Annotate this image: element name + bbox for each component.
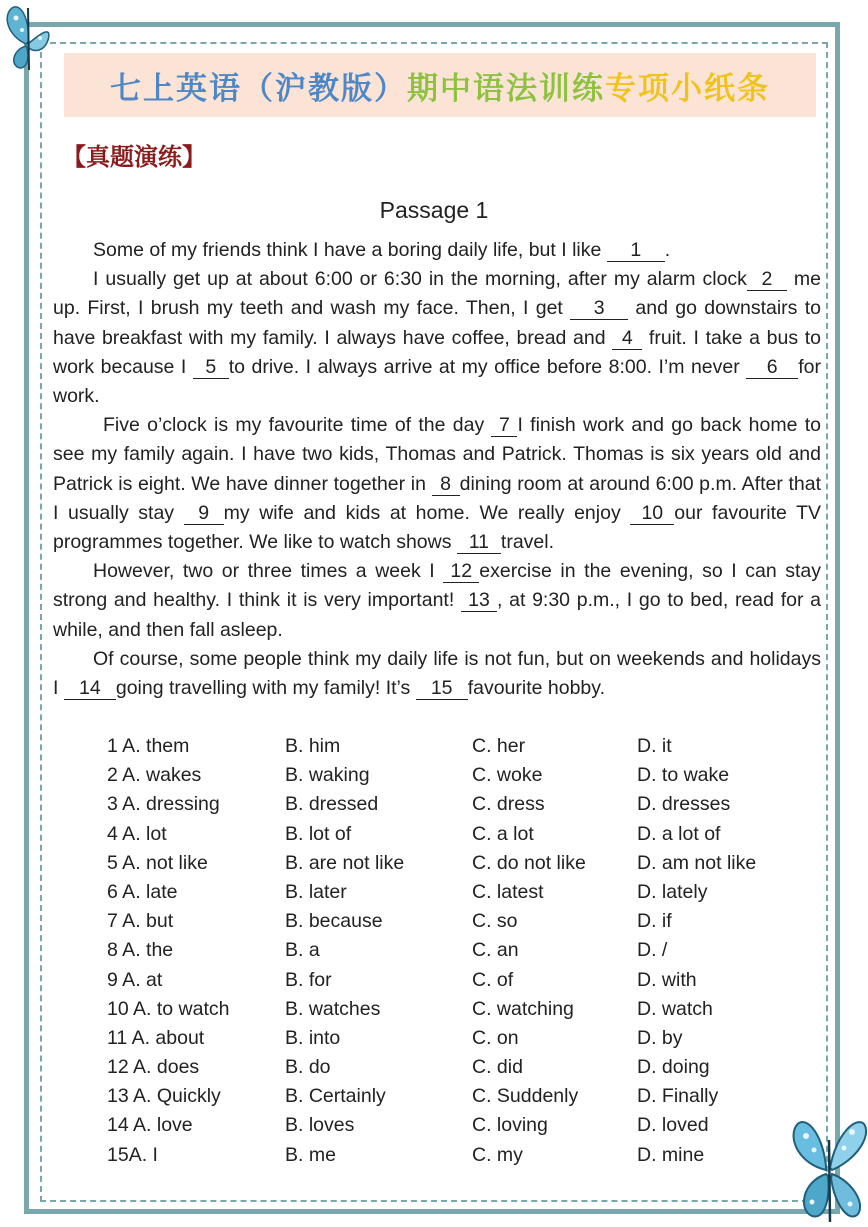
passage-text: exercise in the evening, so I can stay strong and healthy. I think it is very important! [53,560,821,612]
option-choice: B. loves [285,1114,355,1137]
option-choice: C. loving [472,1114,548,1137]
option-choice: 1 A. them [107,735,190,757]
option-choice: B. watches [285,997,381,1020]
paragraph-2 [53,265,821,411]
option-choice: C. dress [472,793,545,816]
option-choice: C. on [472,1026,519,1049]
option-choice: D. am not like [637,851,757,874]
option-row [107,761,807,790]
option-choice: D. Finally [637,1085,719,1108]
option-choice: 15A. I [107,1143,158,1166]
title-part-blue: 七上英语（沪教版） [110,70,407,107]
option-choice: 2 A. wakes [107,764,202,787]
option-choice: D. / [637,939,668,962]
option-choice: B. into [285,1026,341,1049]
option-choice: C. my [472,1143,523,1166]
option-row [107,1141,807,1170]
title-part-green: 期中语法训练 [407,70,605,107]
answer-blank-13: 13 [461,590,497,612]
passage-text: I finish work and go back home to see my family again. I have two kids, Thomas and Patrick. Thomas is six years old and Patrick is eight. We have dinner together in [53,414,822,495]
passage-text: our favourite TV programmes together. We like to watch shows [53,501,821,554]
passage-text: for work. [53,355,821,408]
answer-blank-8: 8 [432,474,460,496]
section-label: 【真题演练】 [62,143,206,171]
passage-text: . [664,239,671,261]
option-row [107,936,807,965]
answer-blank-7: 7 [491,415,517,437]
option-choice: C. an [472,939,519,962]
option-choice: 8 A. the [107,939,174,962]
option-choice: B. waking [285,764,370,787]
option-choice: 9 A. at [107,968,163,991]
passage-text: to drive. I always arrive at my office before 8:00. I’m never [228,355,747,378]
option-row [107,790,807,819]
option-choice: 5 A. not like [107,851,208,874]
option-choice: D. if [637,910,672,933]
option-choice: D. by [637,1026,683,1049]
option-choice: C. do not like [472,851,586,874]
option-choice: D. with [637,968,697,991]
option-choice: B. lot of [285,822,352,845]
option-row [107,1082,807,1111]
option-choice: C. watching [472,997,574,1020]
butterfly-icon [2,4,54,74]
passage-text: I usually get up at about 6:00 or 6:30 in the morning, after my alarm clock [93,268,747,291]
passage-text: Of course, some people think my daily life is not fun, but on weekends and holidays I [53,647,821,700]
passage-text: Five o’clock is my favourite time of the day [103,414,492,437]
option-choice: B. me [285,1143,336,1166]
option-choice: 12 A. does [107,1056,200,1079]
answer-blank-10: 10 [630,503,674,525]
option-choice: D. to wake [637,764,730,787]
option-choice: 4 A. lot [107,822,167,845]
title-part-yellow: 专项小纸条 [605,70,770,107]
answer-blank-5: 5 [193,357,229,379]
option-choice: D. it [637,735,672,757]
answer-blank-1: 1 [607,240,665,262]
passage-text: dining room at around 6:00 p.m. After that I usually stay [53,472,822,524]
answer-blank-2: 2 [747,269,787,291]
page-title [64,53,816,117]
passage-title: Passage 1 [379,197,489,223]
option-choice: B. a [285,939,320,962]
option-choice: B. for [285,968,332,991]
passage-text: However, two or three times a week I [93,560,444,583]
option-choice: 6 A. late [107,880,178,903]
option-row [107,849,807,878]
passage-text: favourite hobby. [467,677,605,700]
option-row [107,1111,807,1140]
answer-blank-11: 11 [457,532,501,554]
passage-text: Some of my friends think I have a boring daily life, but I like [93,239,607,261]
option-choice: B. him [285,735,341,757]
option-row [107,878,807,907]
answer-blank-9: 9 [184,503,224,525]
answer-blank-12: 12 [443,561,479,583]
paragraph-3 [53,411,821,557]
option-choice: B. dressed [285,793,379,816]
option-row [107,995,807,1024]
option-choice: 3 A. dressing [107,793,220,816]
option-choice: C. so [472,910,518,933]
option-choice: B. because [285,910,383,933]
option-choice: C. woke [472,764,543,787]
passage-body [53,236,821,703]
option-choice: C. Suddenly [472,1085,579,1108]
option-choice: B. Certainly [285,1085,386,1108]
paragraph-4 [53,557,821,645]
answer-blank-15: 15 [416,678,468,700]
option-choice: B. do [285,1056,331,1079]
option-row [107,1053,807,1082]
option-choice: B. later [285,880,347,903]
option-choice: B. are not like [285,851,405,874]
option-choice: C. her [472,735,526,757]
paragraph-1 [53,236,821,265]
passage-text: going travelling with my family! It’s [115,677,416,700]
option-choice: D. watch [637,997,713,1020]
passage-text: and go downstairs to have breakfast with my family. I always have coffee, bread and [53,297,821,349]
option-choice: C. a lot [472,822,534,845]
option-choice: C. latest [472,880,544,903]
option-choice: C. did [472,1056,523,1079]
passage-text: travel. [500,531,555,554]
paragraph-5 [53,645,821,703]
answer-blank-4: 4 [612,328,642,350]
option-choice: 14 A. love [107,1114,193,1137]
option-choice: D. dresses [637,793,731,816]
option-row [107,1024,807,1053]
answer-blank-6: 6 [746,357,798,379]
option-row [107,966,807,995]
answer-blank-14: 14 [64,678,116,700]
option-choice: 7 A. but [107,910,174,933]
passage-text: me up. First, I brush my teeth and wash my face. Then, I get [53,268,821,320]
option-choice: 10 A. to watch [107,997,230,1020]
option-choice: D. lately [637,880,708,903]
option-row [107,907,807,936]
option-choice: D. doing [637,1056,710,1079]
answer-options [107,732,807,1170]
option-choice: C. of [472,968,514,991]
option-row [107,820,807,849]
option-choice: D. a lot of [637,822,721,845]
option-choice: 13 A. Quickly [107,1085,221,1108]
passage-text: my wife and kids at home. We really enjoy [223,501,631,524]
option-choice: D. loved [637,1114,709,1137]
passage-text: fruit. I take a bus to work because I [53,326,821,378]
option-choice: D. mine [637,1143,705,1166]
option-choice: 11 A. about [107,1026,205,1049]
option-row [107,732,807,761]
passage-text: , at 9:30 p.m., I go to bed, read for a while, and then fall asleep. [53,589,822,641]
answer-blank-3: 3 [570,298,628,320]
